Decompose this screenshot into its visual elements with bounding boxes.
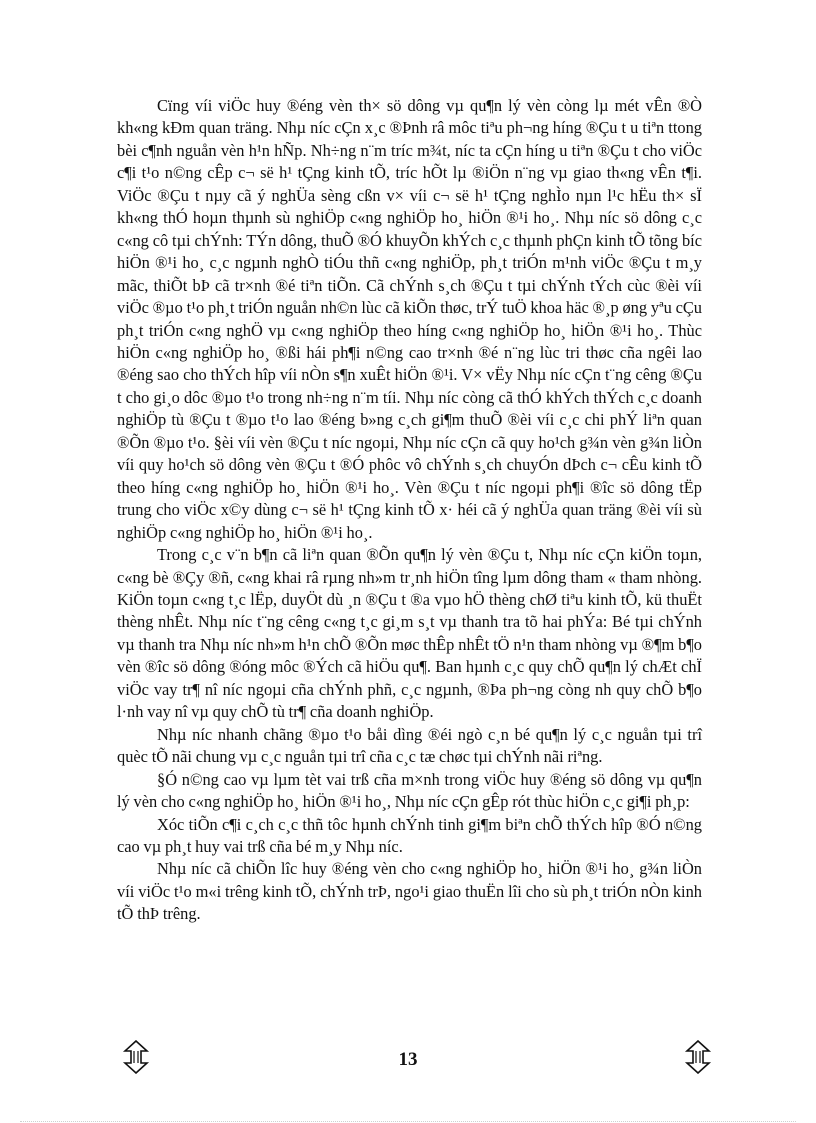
paragraph-1: Cïng víi viÖc huy ®éng vèn th× sö dông vµ qu¶n lý vèn còng lµ mét vÊn ®Ò kh«ng kÐm quan träng. Nhµ níc cÇn x¸c ®Þnh râ môc tiªu ph¬ng híng ®Çu t u tiªn ttong bèi c¶nh nguån vèn h¹n hÑp. Nh÷ng n¨m tríc m¾t, níc ta cÇn híng u tiªn ®Çu t cho viÖc c¶i t¹o n©ng cÊp c¬ së h¹ tÇng kinh tÕ, tríc hÕt lµ ®iÖn n¨ng vµ giao th«ng vÊn t¶i. ViÖc ®Çu t nµy cã ý nghÜa sèng cßn v× víi c¬ së h¹ tÇng nghÌo nµn l¹c hËu th× sÏ kh«ng thÓ hoµn thµnh sù nghiÖp c«ng nghiÖp ho¸ hiÖn ®¹i ho¸. Nhµ níc sö dông c¸c c«ng cô tµi chÝnh: TÝn dông, thuÕ ®Ó khuyÕn khÝch c¸c thµnh phÇn kinh tÕ tõng bíc hiÖn ®¹i ho¸ c¸c ngµnh nghÒ tiÓu thñ c«ng nghiÖp, ph¸t triÓn m¹nh viÖc ®Çu t m¸y mãc, thiÕt bÞ cã tr×nh ®é tiªn tiÕn. Cã chÝnh s¸ch ®Çu t tµi chÝnh tÝch cùc ®èi víi viÖc ®µo t¹o ph¸t triÓn nguån nh©n lùc cã kiÕn thøc, trÝ tuÖ khoa häc ®¸p øng yªu cÇu ph¸t triÓn c«ng nghÖ vµ c«ng nghiÖp theo híng c«ng nghiÖp ho¸ hiÖn ®¹i ho¸. Thùc hiÖn c«ng nghiÖp ho¸ ®ßi hái ph¶i n©ng cao tr×nh ®é n¨ng lùc tri thøc cña ngêi lao ®éng sao cho thÝch hîp víi nÒn s¶n xuÊt hiÖn ®¹i. V× vËy Nhµ níc cÇn t¨ng cêng ®Çu t cho gi¸o dôc ®µo t¹o trong nh÷ng n¨m tíi. Nhµ níc còng cã thÓ khÝch thÝch c¸c doanh nghiÖp tù ®Çu t ®µo t¹o lao ®éng b»ng c¸ch gi¶m thuÕ ®èi víi c¸c chi phÝ liªn quan ®Õn ®µo t¹o. §èi víi vèn ®Çu t níc ngoµi, Nhµ níc cÇn cã quy ho¹ch g¾n vèn g¾n liÒn víi quy ho¹ch sö dông vèn ®Çu t ®Ó phôc vô chÝnh s¸ch chuyÓn dÞch c¬ cÊu kinh tÕ theo híng c«ng nghiÖp ho¸ hiÖn ®¹i ho¸. Vèn ®Çu t níc ngoµi ph¶i ®îc sö dông tËp trung cho viÖc x©y dùng c¬ së h¹ tÇng kinh tÕ x· héi cã ý nghÜa quan träng ®èi víi sù nghiÖp c«ng nghiÖp ho¸ hiÖn ®¹i ho¸. <box>117 96 702 542</box>
paragraph-3: Nhµ níc nhanh chãng ®µo t¹o båi dìng ®éi ngò c¸n bé qu¶n lý c¸c nguån tµi trî quèc tÕ nãi chung vµ c¸c nguån tµi trî cña c¸c tæ chøc tµi chÝnh nãi riªng. <box>117 724 702 767</box>
double-arrow-icon <box>683 1040 713 1074</box>
body-text <box>117 95 702 926</box>
paragraph-6: Nhµ níc cã chiÕn lîc huy ®éng vèn cho c«ng nghiÖp ho¸ hiÖn ®¹i ho¸ g¾n liÒn víi viÖc t¹o m«i trêng kinh tÕ, chÝnh trÞ, ngo¹i giao thuËn lîi cho sù ph¸t triÓn nÒn kinh tÕ thÞ trêng. <box>117 859 702 924</box>
paragraph-5: Xóc tiÕn c¶i c¸ch c¸c thñ tôc hµnh chÝnh tinh gi¶m biªn chÕ thÝch hîp ®Ó n©ng cao vµ ph¸t huy vai trß cña bé m¸y Nhµ níc. <box>117 814 702 856</box>
page-bottom-divider <box>20 1121 796 1122</box>
paragraph-2: Trong c¸c v¨n b¶n cã liªn quan ®Õn qu¶n lý vèn ®Çu t, Nhµ níc cÇn kiÖn toµn, c«ng bè ®Çy ®ñ, c«ng khai râ rµng nh»m tr¸nh hiÖn tîng lµm dông tham « tham nhòng. KiÖn toµn c«ng t¸c lËp, duyÖt dù ¸n ®Çu t ®a vµo hÖ thèng chØ tiªu kinh tÕ, kü thuËt thèng nhÊt. Nhµ níc t¨ng cêng c«ng t¸c gi¸m s¸t vµ thanh tra tõ hai phÝa: Bé tµi chÝnh vµ thanh tra Nhµ níc nh»m h¹n chÕ ®Õn møc thÊp nhÊt tÖ n¹n tham nhòng vµ ®¶m b¶o vèn ®îc sö dông ®óng môc ®Ých cã hiÖu qu¶. Ban hµnh c¸c quy chÕ qu¶n lý chÆt chÏ viÖc vay tr¶ nî níc ngoµi cña chÝnh phñ, c¸c ngµnh, ®Þa ph¬ng còng nh quy chÕ b¶o l·nh vay nî vµ quy chÕ tù tr¶ cña doanh nghiÖp. <box>117 545 702 722</box>
page-number: 13 <box>398 1049 418 1070</box>
paragraph-4: §Ó n©ng cao vµ lµm tèt vai trß cña m×nh trong viÖc huy ®éng sö dông vµ qu¶n lý vèn cho c«ng nghiÖp ho¸ hiÖn ®¹i ho¸, Nhµ níc cÇn gÊp rót thùc hiÖn c¸c gi¶i ph¸p: <box>117 769 702 812</box>
